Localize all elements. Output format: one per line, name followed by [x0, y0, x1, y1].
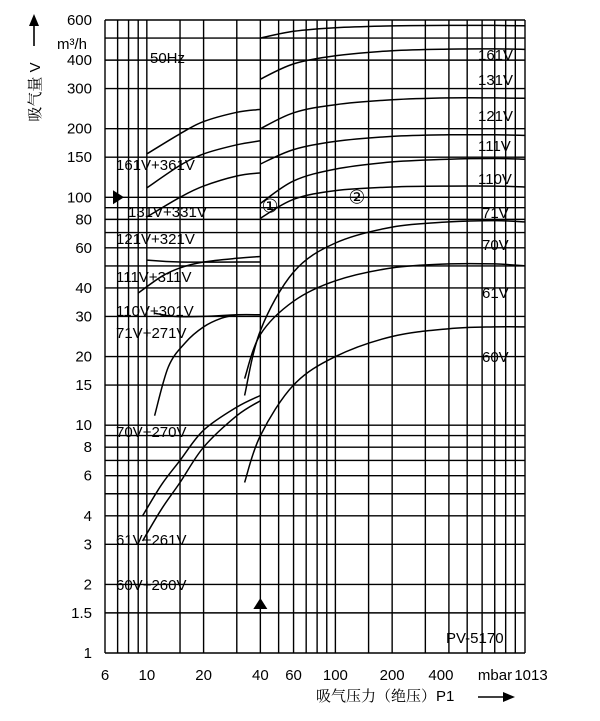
y-axis-unit: m³/h	[57, 36, 87, 53]
curve-61v-261v	[143, 396, 261, 516]
y-tick-100: 100	[66, 189, 92, 207]
y-tick-15: 15	[75, 377, 92, 395]
label-71v-271v: 71V+271V	[116, 325, 187, 342]
label-110v: 110V	[478, 171, 512, 188]
y-tick-15: 1.5	[71, 604, 92, 622]
y-tick-30: 30	[75, 308, 92, 326]
label-70v: 70V	[482, 237, 509, 254]
x-tick-1013: 1013	[514, 667, 548, 684]
label-61v-261v: 61V+261V	[116, 532, 187, 549]
x-axis-unit: mbar	[477, 667, 513, 684]
y-tick-1: 1	[83, 645, 92, 662]
y-tick-80: 80	[75, 211, 92, 229]
x-tick-20: 20	[195, 667, 212, 684]
y-marker-arrow	[113, 190, 124, 204]
label-161v: 161V	[478, 47, 514, 64]
x-tick-10: 10	[138, 667, 156, 684]
y-tick-labels	[67, 12, 92, 662]
y-tick-300: 300	[66, 80, 92, 98]
y-tick-20: 20	[75, 348, 92, 366]
y-tick-40: 40	[75, 279, 92, 297]
label-71v: 71V	[482, 205, 509, 222]
y-axis-arrow-head	[29, 14, 39, 26]
label-161v-361v: 161V+361V	[116, 157, 195, 174]
x-tick-100: 100	[322, 667, 348, 684]
x-axis-arrow-head	[503, 692, 515, 702]
x-tick-6: 6	[100, 667, 110, 684]
x-axis-label: 吸气压力（绝压）P1	[316, 688, 455, 705]
x-marker-arrow	[253, 598, 267, 609]
y-tick-200: 200	[66, 120, 92, 138]
y-tick-600: 600	[66, 12, 92, 29]
y-tick-4: 4	[83, 507, 92, 525]
region-marker-1: ①	[261, 196, 279, 218]
y-tick-3: 3	[83, 536, 92, 554]
model-label: PV-5170	[446, 630, 504, 647]
label-60v: 60V	[482, 349, 509, 366]
curve-60v-260v	[143, 401, 261, 541]
label-60v-260v: 60V+260V	[116, 577, 187, 594]
axis-arrows	[29, 14, 515, 702]
y-tick-400: 400	[66, 52, 92, 70]
x-tick-60: 60	[285, 667, 302, 684]
label-70v-270v: 70V+270V	[116, 424, 187, 441]
x-tick-200: 200	[379, 667, 405, 684]
x-tick-40: 40	[252, 667, 269, 684]
y-axis-label: 吸气量 V	[27, 62, 44, 122]
label-111v: 111V	[478, 138, 511, 155]
frequency-label: 50Hz	[150, 50, 186, 67]
label-61v: 61V	[482, 285, 509, 302]
label-131v: 131V	[478, 72, 514, 89]
y-tick-6: 6	[83, 467, 92, 485]
label-121v: 121V	[478, 108, 514, 125]
x-tick-400: 400	[428, 667, 454, 684]
label-111v-311v: 111V+311V	[116, 269, 192, 286]
label-110v-301v: 110V+301V	[116, 303, 194, 320]
label-121v-321v: 121V+321V	[116, 231, 195, 248]
y-tick-2: 2	[83, 576, 92, 594]
y-tick-10: 10	[75, 417, 92, 435]
y-tick-8: 8	[83, 439, 92, 457]
region-marker-2: ②	[348, 187, 366, 209]
label-131v-331v: 131V+331V	[128, 204, 207, 221]
y-tick-60: 60	[75, 239, 92, 257]
y-tick-150: 150	[66, 149, 92, 167]
